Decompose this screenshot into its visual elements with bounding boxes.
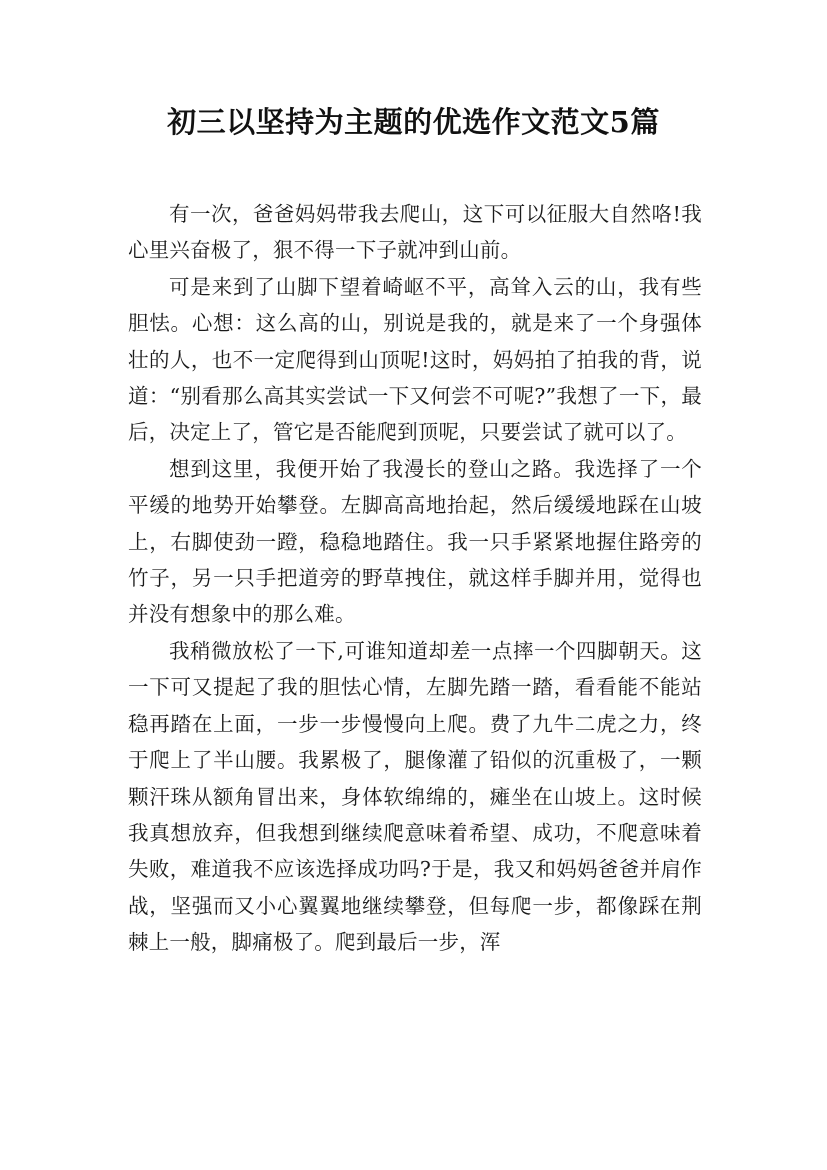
document-title: 初三以坚持为主题的优选作文范文5篇: [167, 105, 660, 139]
paragraph-1: 有一次，爸爸妈妈带我去爬山，这下可以征服大自然咯!我心里兴奋极了，狠不得一下子就冲到山前。: [128, 202, 702, 263]
document-body: [128, 196, 702, 961]
paragraph-2: 可是来到了山脚下望着崎岖不平，高耸入云的山，我有些胆怯。心想：这么高的山，别说是我的，就是来了一个身强体壮的人，也不一定爬得到山顶呢!这时，妈妈拍了拍我的背，说道：“别看那么高其实尝试一下又何尝不可呢?”我想了一下，最后，决定上了，管它是否能爬到顶呢，只要尝试了就可以了。: [128, 274, 702, 445]
paragraph-3: 想到这里，我便开始了我漫长的登山之路。我选择了一个平缓的地势开始攀登。左脚高高地抬起，然后缓缓地踩在山坡上，右脚使劲一蹬，稳稳地踏住。我一只手紧紧地握住路旁的竹子，另一只手把道旁的野草拽住，就这样手脚并用，觉得也并没有想象中的那么难。: [128, 456, 702, 627]
paragraph-4: 我稍微放松了一下,可谁知道却差一点摔一个四脚朝天。这一下可又提起了我的胆怯心情，左脚先踏一踏，看看能不能站稳再踏在上面，一步一步慢慢向上爬。费了九牛二虎之力，终于爬上了半山腰。我累极了，腿像灌了铅似的沉重极了，一颗颗汗珠从额角冒出来，身体软绵绵的，瘫坐在山坡上。这时候我真想放弃，但我想到继续爬意味着希望、成功，不爬意味着失败，难道我不应该选择成功吗?于是，我又和妈妈爸爸并肩作战，坚强而又小心翼翼地继续攀登，但每爬一步，都像踩在荆棘上一般，脚痛极了。爬到最后一步，浑: [128, 638, 702, 955]
